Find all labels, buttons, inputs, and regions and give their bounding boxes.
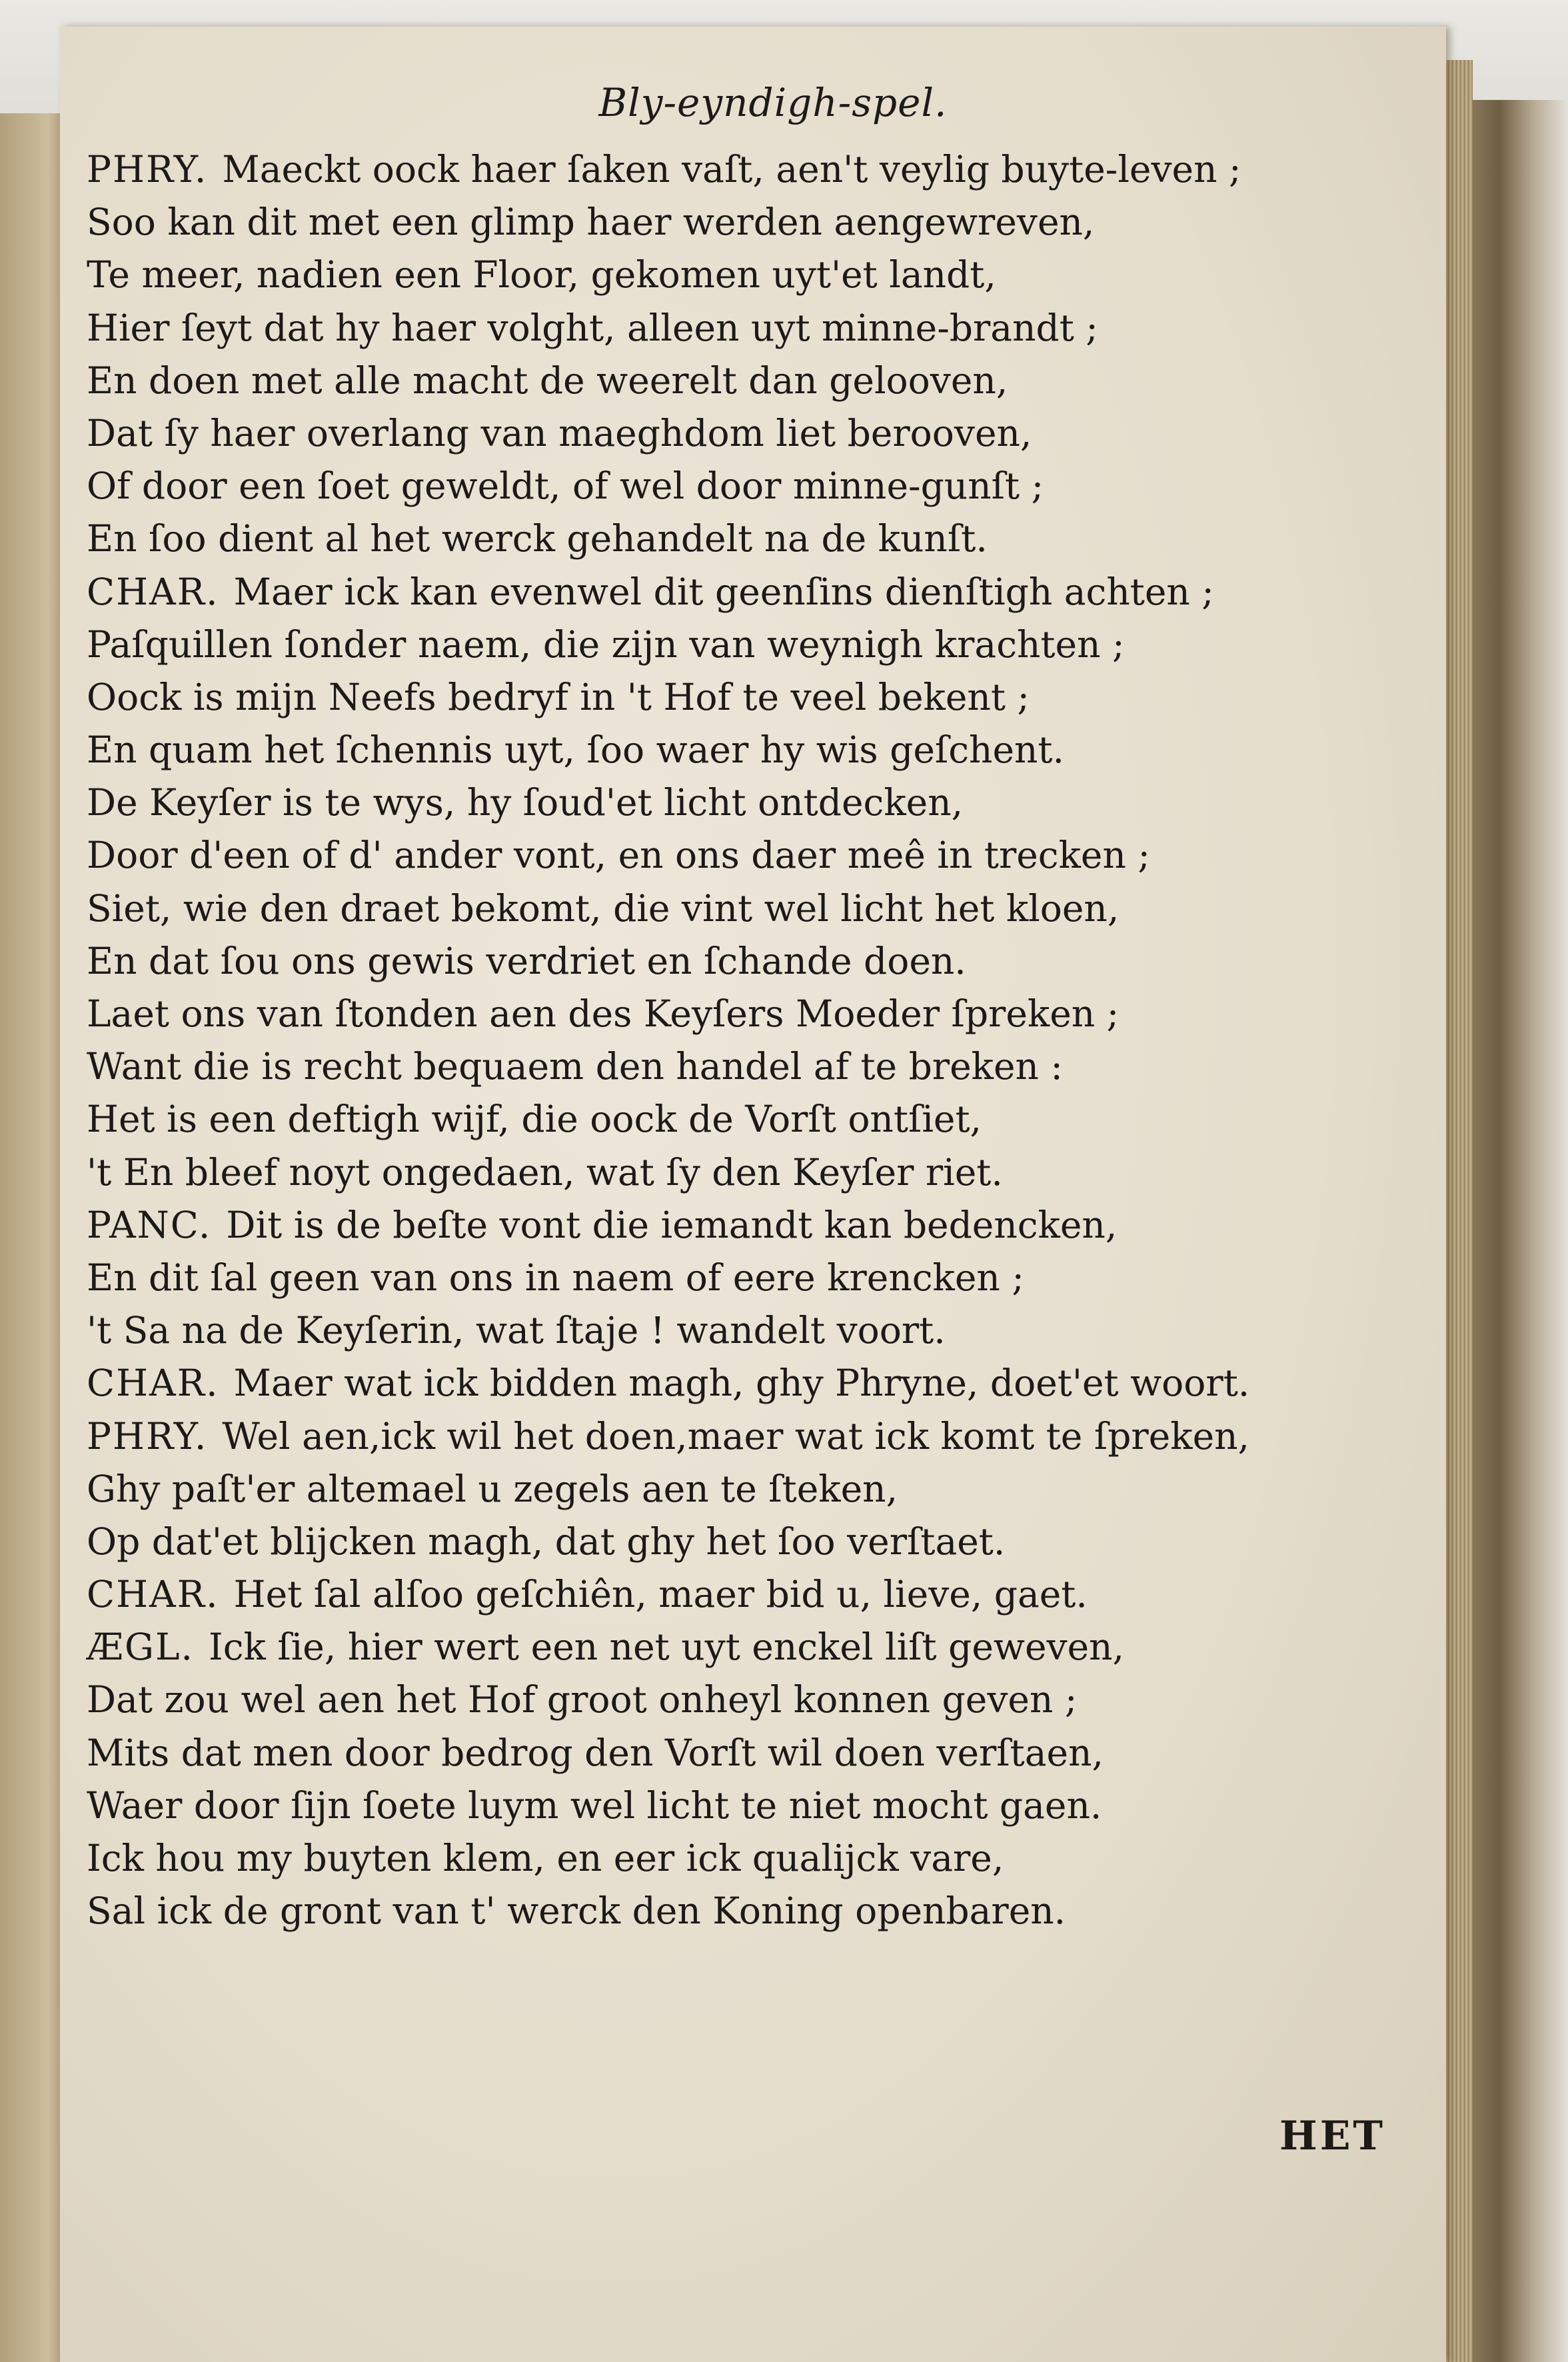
verse-line	[87, 1093, 1419, 1146]
verse-line	[87, 1727, 1419, 1779]
line-text: En doen met alle macht de weerelt dan gelooven,	[87, 359, 1008, 402]
line-text: En ſoo dient al het werck gehandelt na de kunſt.	[87, 517, 988, 561]
speaker-label: CHAR.	[87, 570, 219, 613]
line-text: Wel aen,ick wil het doen,maer wat ick komt te ſpreken,	[222, 1414, 1250, 1458]
verse-line	[87, 1885, 1419, 1937]
line-text: Paſquillen ſonder naem, die zijn van weynigh krachten ;	[87, 622, 1125, 666]
line-text: Hier ſeyt dat hy haer volght, alleen uyt minne-brandt ;	[87, 306, 1098, 349]
line-text: Mits dat men door bedrog den Vorſt wil doen verſtaen,	[87, 1731, 1104, 1774]
verse-line	[87, 1146, 1419, 1199]
line-text: Maer wat ick bidden magh, ghy Phryne, doet'et woort.	[233, 1362, 1250, 1405]
line-text: Want die is recht bequaem den handel af te breken :	[87, 1045, 1063, 1088]
speaker-label: PANC.	[87, 1203, 212, 1246]
line-text: Soo kan dit met een glimp haer werden aengewreven,	[87, 201, 1095, 244]
verse-line	[87, 671, 1419, 724]
verse-line	[87, 302, 1419, 355]
verse-line	[87, 882, 1419, 935]
line-text: Sal ick de gront van t' werck den Koning openbaren.	[87, 1889, 1066, 1933]
verse-line	[87, 1199, 1419, 1252]
line-text: Maer ick kan evenwel dit geenſins dienſtigh achten ;	[233, 570, 1214, 613]
verse-line	[87, 513, 1419, 565]
verse-line	[87, 829, 1419, 882]
speaker-label: CHAR.	[87, 1573, 219, 1616]
verse-line	[87, 1832, 1419, 1885]
verse-line	[87, 407, 1419, 460]
verse-line	[87, 196, 1419, 249]
line-text: Waer door ſijn ſoete luym wel licht te niet mocht gaen.	[87, 1783, 1102, 1827]
line-text: En quam het ſchennis uyt, ſoo waer hy wis geſchent.	[87, 728, 1065, 772]
verse-line	[87, 143, 1419, 196]
verse-line	[87, 724, 1419, 776]
line-text: Het is een deftigh wijf, die oock de Vorſt ontſiet,	[87, 1098, 982, 1141]
verse-line	[87, 1463, 1419, 1516]
line-text: Oock is mijn Neefs bedryf in 't Hof te veel bekent ;	[87, 675, 1030, 718]
line-text: De Keyſer is te wys, hy ſoud'et licht ontdecken,	[87, 781, 964, 824]
speaker-label: CHAR.	[87, 1362, 219, 1405]
line-text: Door d'een of d' ander vont, en ons daer meê in trecken ;	[87, 834, 1150, 877]
verse-line	[87, 460, 1419, 513]
verse-line	[87, 776, 1419, 829]
line-text: 't En bleef noyt ongedaen, wat ſy den Keyſer riet.	[87, 1150, 1003, 1194]
verse-line	[87, 1516, 1419, 1568]
verse-line	[87, 249, 1419, 301]
catchword: HET	[1279, 2113, 1386, 2159]
line-text: Dat zou wel aen het Hof groot onheyl konnen geven ;	[87, 1678, 1078, 1722]
line-text: Maeckt oock haer ſaken vaſt, aen't veylig buyte-leven ;	[222, 148, 1241, 191]
line-text: Siet, wie den draet bekomt, die vint wel licht het kloen,	[87, 886, 1120, 930]
line-text: Ick hou my buyten klem, en eer ick qualijck vare,	[87, 1837, 1004, 1879]
line-text: Op dat'et blijcken magh, dat ghy het ſoo verſtaet.	[87, 1520, 1006, 1563]
verse-line	[87, 1568, 1419, 1621]
verse-text	[87, 143, 1419, 1937]
verse-line	[87, 566, 1419, 618]
line-text: 't Sa na de Keyſerin, wat ſtaje ! wandelt voort.	[87, 1309, 946, 1352]
verse-line	[87, 1621, 1419, 1674]
line-text: Dit is de beſte vont die iemandt kan bedencken,	[226, 1203, 1118, 1246]
verse-line	[87, 988, 1419, 1040]
line-text: Ghy paſt'er altemael u zegels aen te ſteken,	[87, 1467, 898, 1510]
line-text: Ick ſie, hier wert een net uyt enckel liſt geweven,	[209, 1626, 1125, 1669]
speaker-label: ÆGL.	[87, 1626, 194, 1669]
verse-line	[87, 1357, 1419, 1410]
line-text: Te meer, nadien een Floor, gekomen uyt'et landt,	[87, 253, 996, 297]
verse-line	[87, 1410, 1419, 1463]
verse-line	[87, 1040, 1419, 1093]
line-text: Het ſal alſoo geſchiên, maer bid u, lieve, gaet.	[233, 1573, 1088, 1616]
speaker-label: PHRY.	[87, 148, 208, 191]
verse-line	[87, 935, 1419, 988]
verse-line	[87, 618, 1419, 671]
verse-line	[87, 1304, 1419, 1357]
line-text: En dat ſou ons gewis verdriet en ſchande doen.	[87, 939, 966, 982]
line-text: En dit ſal geen van ons in naem of eere krencken ;	[87, 1256, 1024, 1299]
line-text: Of door een ſoet geweldt, of wel door minne-gunſt ;	[87, 465, 1044, 508]
line-text: Dat ſy haer overlang van maeghdom liet berooven,	[87, 411, 1032, 455]
verse-line	[87, 1674, 1419, 1726]
verse-line	[87, 1779, 1419, 1832]
running-head: Bly-eyndigh-spel.	[598, 80, 948, 125]
speaker-label: PHRY.	[87, 1414, 208, 1458]
verse-line	[87, 1252, 1419, 1304]
verse-line	[87, 355, 1419, 407]
line-text: Laet ons van ſtonden aen des Keyſers Moeder ſpreken ;	[87, 992, 1120, 1035]
